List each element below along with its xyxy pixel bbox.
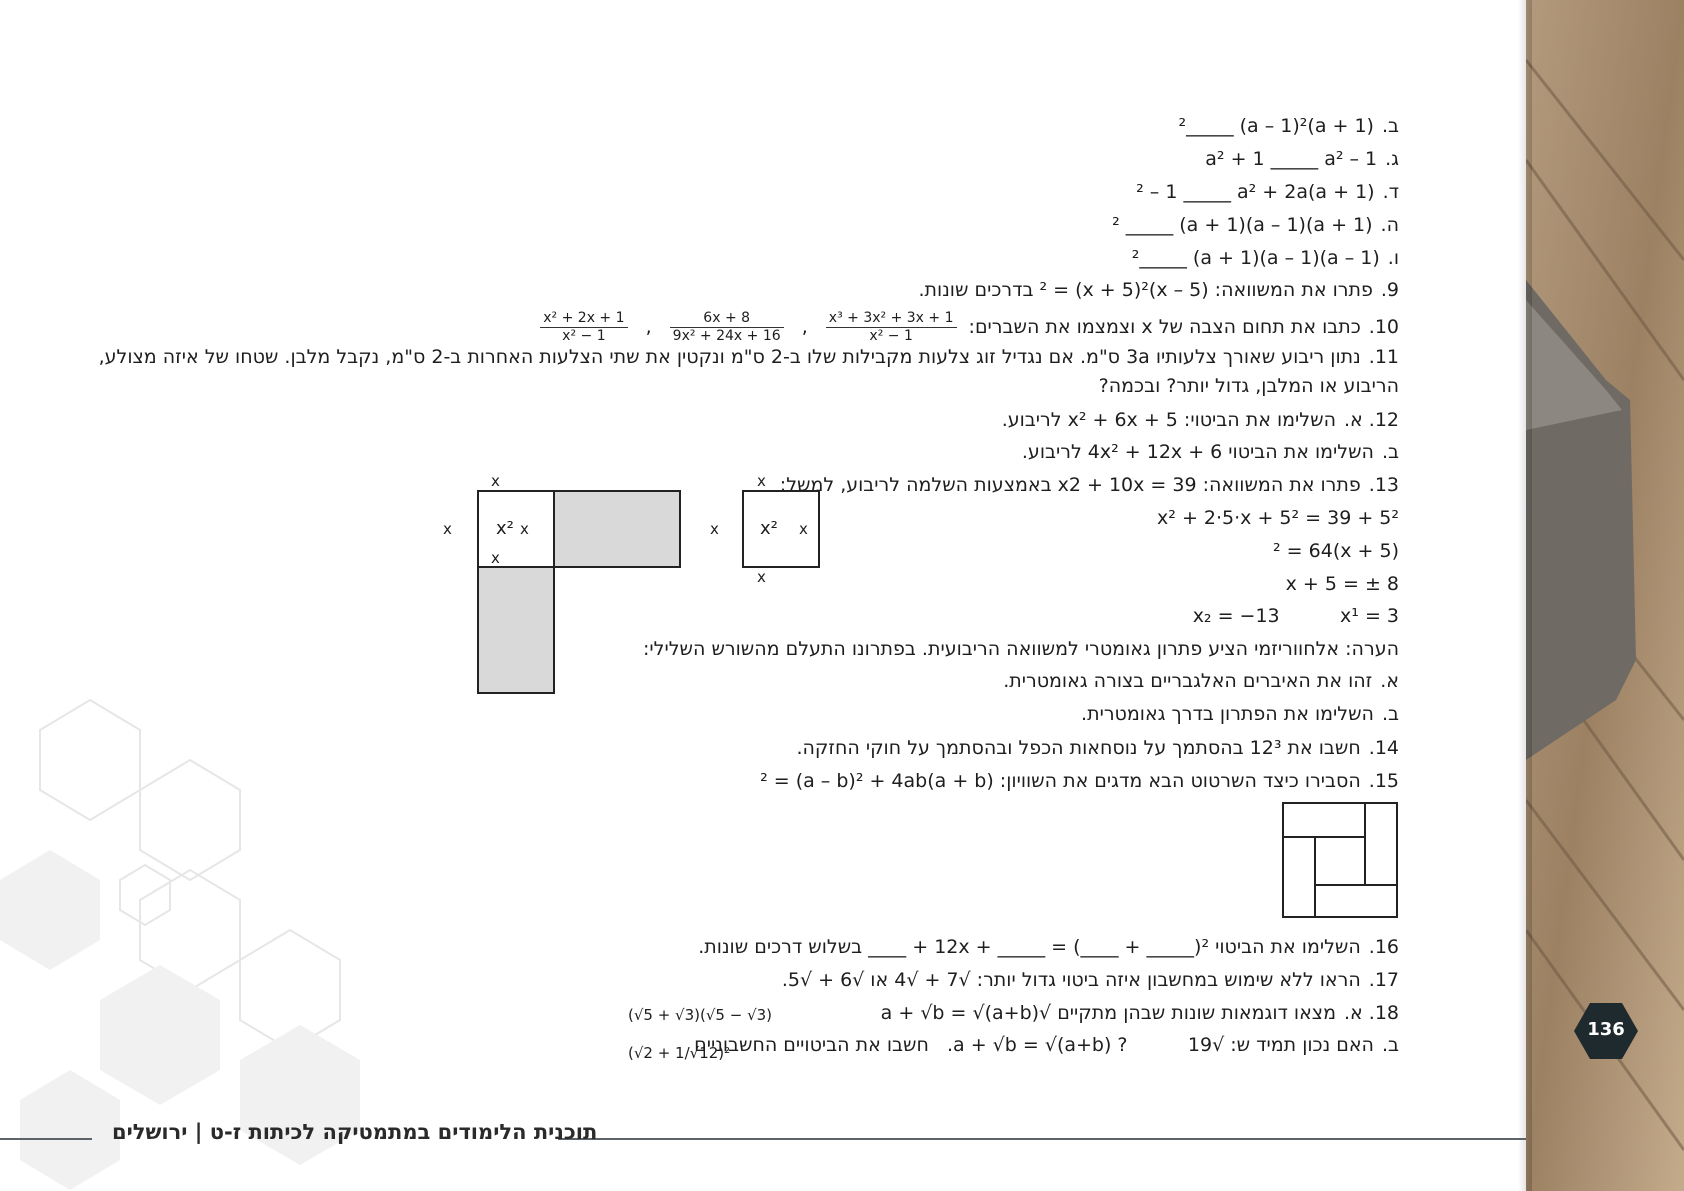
question-11: 11.נתון ריבוע שאורך צלעותיו 3a ס"מ. אם נגדיל זוג צלעות מקבילות שלו ב-2 ס"מ ונקטין את שתי הצלעות האחרות ב-2 ס"מ, נקבל מלבן. שטחו של איזה מצולע, — [98, 346, 1399, 368]
question-13: 13.פתרו את המשוואה: x2 + 10x = 39 באמצעות השלמה לריבוע, למשל: — [779, 474, 1399, 496]
line-b: ב.(a + 1)²_____ (a – 1)² — [1178, 115, 1399, 137]
note: הערה: אלחווריזמי הציע פתרון גאומטרי למשוואה הריבועית. בפתרונו התעלם מהשורש השלילי: — [643, 638, 1399, 660]
equation-solutions: x₂ = −13 x¹ = 3 — [1192, 605, 1399, 627]
question-12b: ב.השלימו את הביטוי 4x² + 12x + 6 לריבוע. — [1021, 441, 1399, 463]
fraction-3: $\frac{\text{x² + 2x + 1}}{\text{x² − 1}}$ — [540, 310, 627, 345]
square-x2-large-label: x² — [496, 518, 514, 539]
expression-19b: (√2 + 1/√12)² — [628, 1044, 731, 1062]
question-12a: 12. א.השלימו את הביטוי: x² + 6x + 5 לריבוע. — [1001, 409, 1399, 431]
fraction-2: $\frac{6x + 8}{\text{9x² + 24x + 16}}$ — [670, 310, 784, 345]
footer-title: תוכנית הלימודים במתמטיקה לכיתות ז-ט | ירושלים — [112, 1120, 598, 1144]
question-15: 15.הסבירו כיצד השרטוט הבא מדגים את השוויון: (a + b)² = (a – b)² + 4ab — [760, 770, 1399, 792]
square-x2-small-label: x² — [760, 518, 778, 539]
square-x2-small — [742, 490, 820, 568]
shaded-rect-bottom — [477, 566, 555, 694]
line-g: ג.a² + 1 _____ a² – 1 — [1205, 148, 1399, 170]
question-11-cont: הריבוע או המלבן, גדול יותר? ובכמה? — [1098, 375, 1399, 397]
label-x-top-2: x — [491, 472, 500, 490]
line-v: ו.(a – 1)²_____ (a + 1)(a – 1) — [1131, 247, 1399, 269]
question-13a: א.זהו את האיברים האלגבריים בצורה גאומטרית. — [1003, 670, 1399, 692]
footer-rule-right — [558, 1138, 1526, 1140]
square-x2-large — [477, 490, 555, 568]
question-13b: ב.השלימו את הפתרון בדרך גאומטרית. — [1081, 703, 1399, 725]
equation-step-2: (x + 5)² = 64 — [1273, 540, 1399, 562]
label-x-top: x — [757, 472, 766, 490]
line-d: ד.(a + 1)² – 1 _____ a² + 2a — [1136, 181, 1399, 203]
page-edge-shadow — [1518, 0, 1532, 1191]
label-x-inner-bottom: x — [491, 549, 500, 567]
label-x-left-2: x — [443, 520, 452, 538]
question-16: 16.השלימו את הביטוי ²(_____ + ____) = _____ + 12x + ____ בשלוש דרכים שונות. — [698, 936, 1399, 958]
question-17: 17.הראו ללא שימוש במחשבון איזה ביטוי גדול יותר: √7 + √4 או √6 + √5. — [781, 969, 1399, 991]
question-18a: 18. א.מצאו דוגמאות שונות שבהן מתקיים √a + √b = √(a+b) — [880, 1002, 1399, 1024]
page-number: 136 — [1587, 1019, 1625, 1040]
label-x-inner-right: x — [520, 520, 529, 538]
question-9: 9.פתרו את המשוואה: (x – 5)² = (x + 5)² בדרכים שונות. — [918, 279, 1399, 301]
pinwheel-square — [1282, 802, 1398, 918]
question-14: 14.חשבו את 12³ בהסתמך על נוסחאות הכפל ובהסתמך על חוקי החזקה. — [796, 737, 1399, 759]
equation-step-1: x² + 2·5·x + 5² = 39 + 5² — [1157, 507, 1399, 529]
label-x-bottom: x — [757, 568, 766, 586]
question-18b-19: ב.האם נכון תמיד ש: √a + √b = √(a+b) ? 19. חשבו את הביטויים החשבוניים — [694, 1034, 1399, 1056]
expression-19a: (√5 + √3)(√5 − √3) — [628, 1006, 773, 1024]
label-x-right: x — [799, 520, 808, 538]
line-h: ה.(a + 1)² _____ (a + 1)(a – 1) — [1112, 214, 1399, 236]
fraction-1: $\frac{\text{x³ + 3x² + 3x + 1}}{\text{x² − 1}}$ — [826, 310, 957, 345]
shaded-rect-right — [553, 490, 681, 568]
footer-rule-left — [0, 1138, 92, 1140]
label-x-left: x — [710, 520, 719, 538]
question-10: 10.כתבו את תחום הצבה של x וצמצמו את השברים: $\frac{\text{x³ + 3x² + 3x + 1}}{\text{x² − 1}}$ , $\frac{6x + 8}{\text{9x² + 24x + 16}}$ , $\frac{\text{x² + 2x + 1}}{\text{x² − 1}}$ — [540, 310, 1399, 345]
equation-step-3: x + 5 = ± 8 — [1285, 573, 1399, 595]
